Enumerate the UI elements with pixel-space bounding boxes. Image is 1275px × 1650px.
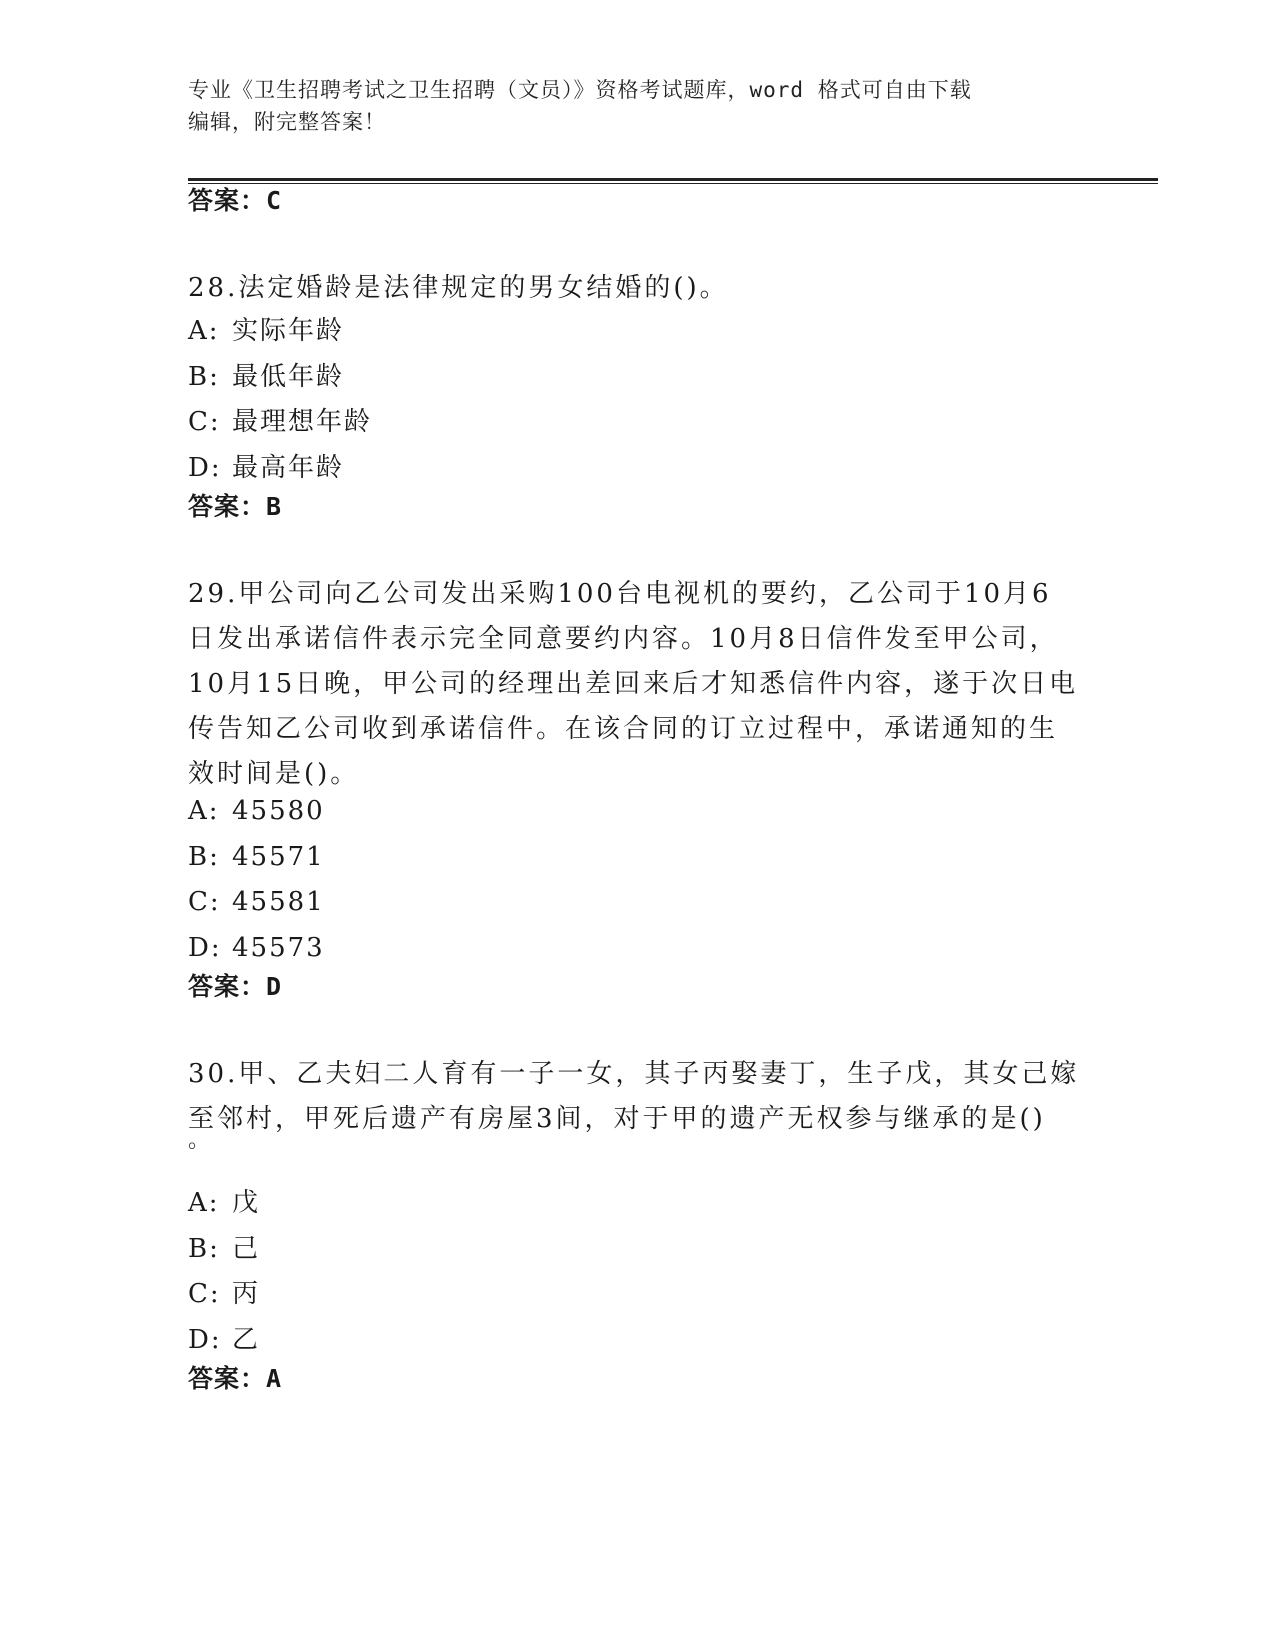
option-letter: D: (188, 452, 222, 483)
previous-answer (188, 184, 282, 218)
question-line: 29.甲公司向乙公司发出采购100台电视机的要约，乙公司于10月6 (188, 579, 1052, 609)
option-text: 己 (232, 1233, 261, 1264)
answer-label: 答案： (188, 186, 267, 215)
question-line: 日发出承诺信件表示完全同意要约内容。10月8日信件发至甲公司， (188, 624, 1059, 654)
option-c (188, 400, 888, 446)
question-line: 效时间是()。 (188, 759, 360, 789)
option-text: 实际年龄 (232, 316, 345, 346)
option-a (188, 1181, 888, 1227)
question-29-options (188, 789, 888, 971)
question-29-stem (188, 572, 1088, 797)
question-line: 30.甲、乙夫妇二人育有一子一女，其子丙娶妻丁，生子戊，其女己嫁 (188, 1059, 1080, 1089)
option-text: 乙 (232, 1324, 261, 1355)
question-line: 10月15日晚，甲公司的经理出差回来后才知悉信件内容，遂于次日电 (188, 669, 1079, 699)
option-text: 45573 (232, 932, 325, 963)
answer-value: A (266, 1364, 283, 1393)
question-30-stem (188, 1052, 1088, 1142)
option-a (188, 789, 888, 835)
answer-label: 答案： (188, 1364, 267, 1393)
option-b (188, 835, 888, 881)
option-d (188, 926, 888, 972)
option-letter: A: (188, 316, 220, 346)
option-text: 戊 (232, 1188, 261, 1218)
option-letter: D: (188, 932, 222, 963)
option-text: 45580 (232, 796, 325, 826)
option-d (188, 446, 888, 492)
option-b (188, 355, 888, 401)
question-28-options (188, 309, 888, 491)
answer-label: 答案： (188, 492, 267, 521)
option-text: 45581 (232, 887, 325, 917)
question-30-options (188, 1181, 888, 1363)
option-letter: A: (188, 1188, 220, 1218)
answer-value: C (266, 186, 283, 215)
option-letter: C: (188, 1279, 221, 1309)
option-a (188, 309, 888, 355)
option-c (188, 1272, 888, 1318)
option-text: 丙 (232, 1279, 261, 1309)
answer-label: 答案： (188, 972, 267, 1001)
question-line: 传告知乙公司收到承诺信件。在该合同的订立过程中，承诺通知的生 (188, 714, 1059, 744)
option-text: 最理想年龄 (232, 407, 373, 437)
option-text: 45571 (232, 841, 325, 872)
question-line: 至邻村，甲死后遗产有房屋3间，对于甲的遗产无权参与继承的是() (188, 1104, 1046, 1134)
option-b (188, 1227, 888, 1273)
option-letter: B: (188, 1233, 220, 1264)
document-header (188, 74, 1088, 138)
option-letter: B: (188, 841, 220, 872)
option-letter: C: (188, 407, 221, 437)
answer-value: D (266, 972, 283, 1001)
question-28-stem (188, 266, 1088, 311)
option-d (188, 1318, 888, 1364)
question-30-answer (188, 1362, 282, 1396)
header-line-1: 专业《卫生招聘考试之卫生招聘（文员）》资格考试题库，word 格式可自由下载 (188, 78, 972, 102)
option-text: 最高年龄 (232, 452, 345, 483)
question-text: 28.法定婚龄是法律规定的男女结婚的()。 (188, 273, 729, 303)
option-letter: B: (188, 361, 220, 392)
question-28-answer (188, 490, 282, 524)
header-line-2: 编辑，附完整答案！ (188, 110, 386, 134)
question-29-answer (188, 970, 282, 1004)
option-letter: C: (188, 887, 221, 917)
question-30-trailing-punct: 。 (188, 1128, 211, 1153)
option-letter: A: (188, 796, 220, 826)
option-letter: D: (188, 1324, 222, 1355)
answer-value: B (266, 492, 283, 521)
option-text: 最低年龄 (232, 361, 345, 392)
header-divider (188, 178, 1158, 181)
option-c (188, 880, 888, 926)
